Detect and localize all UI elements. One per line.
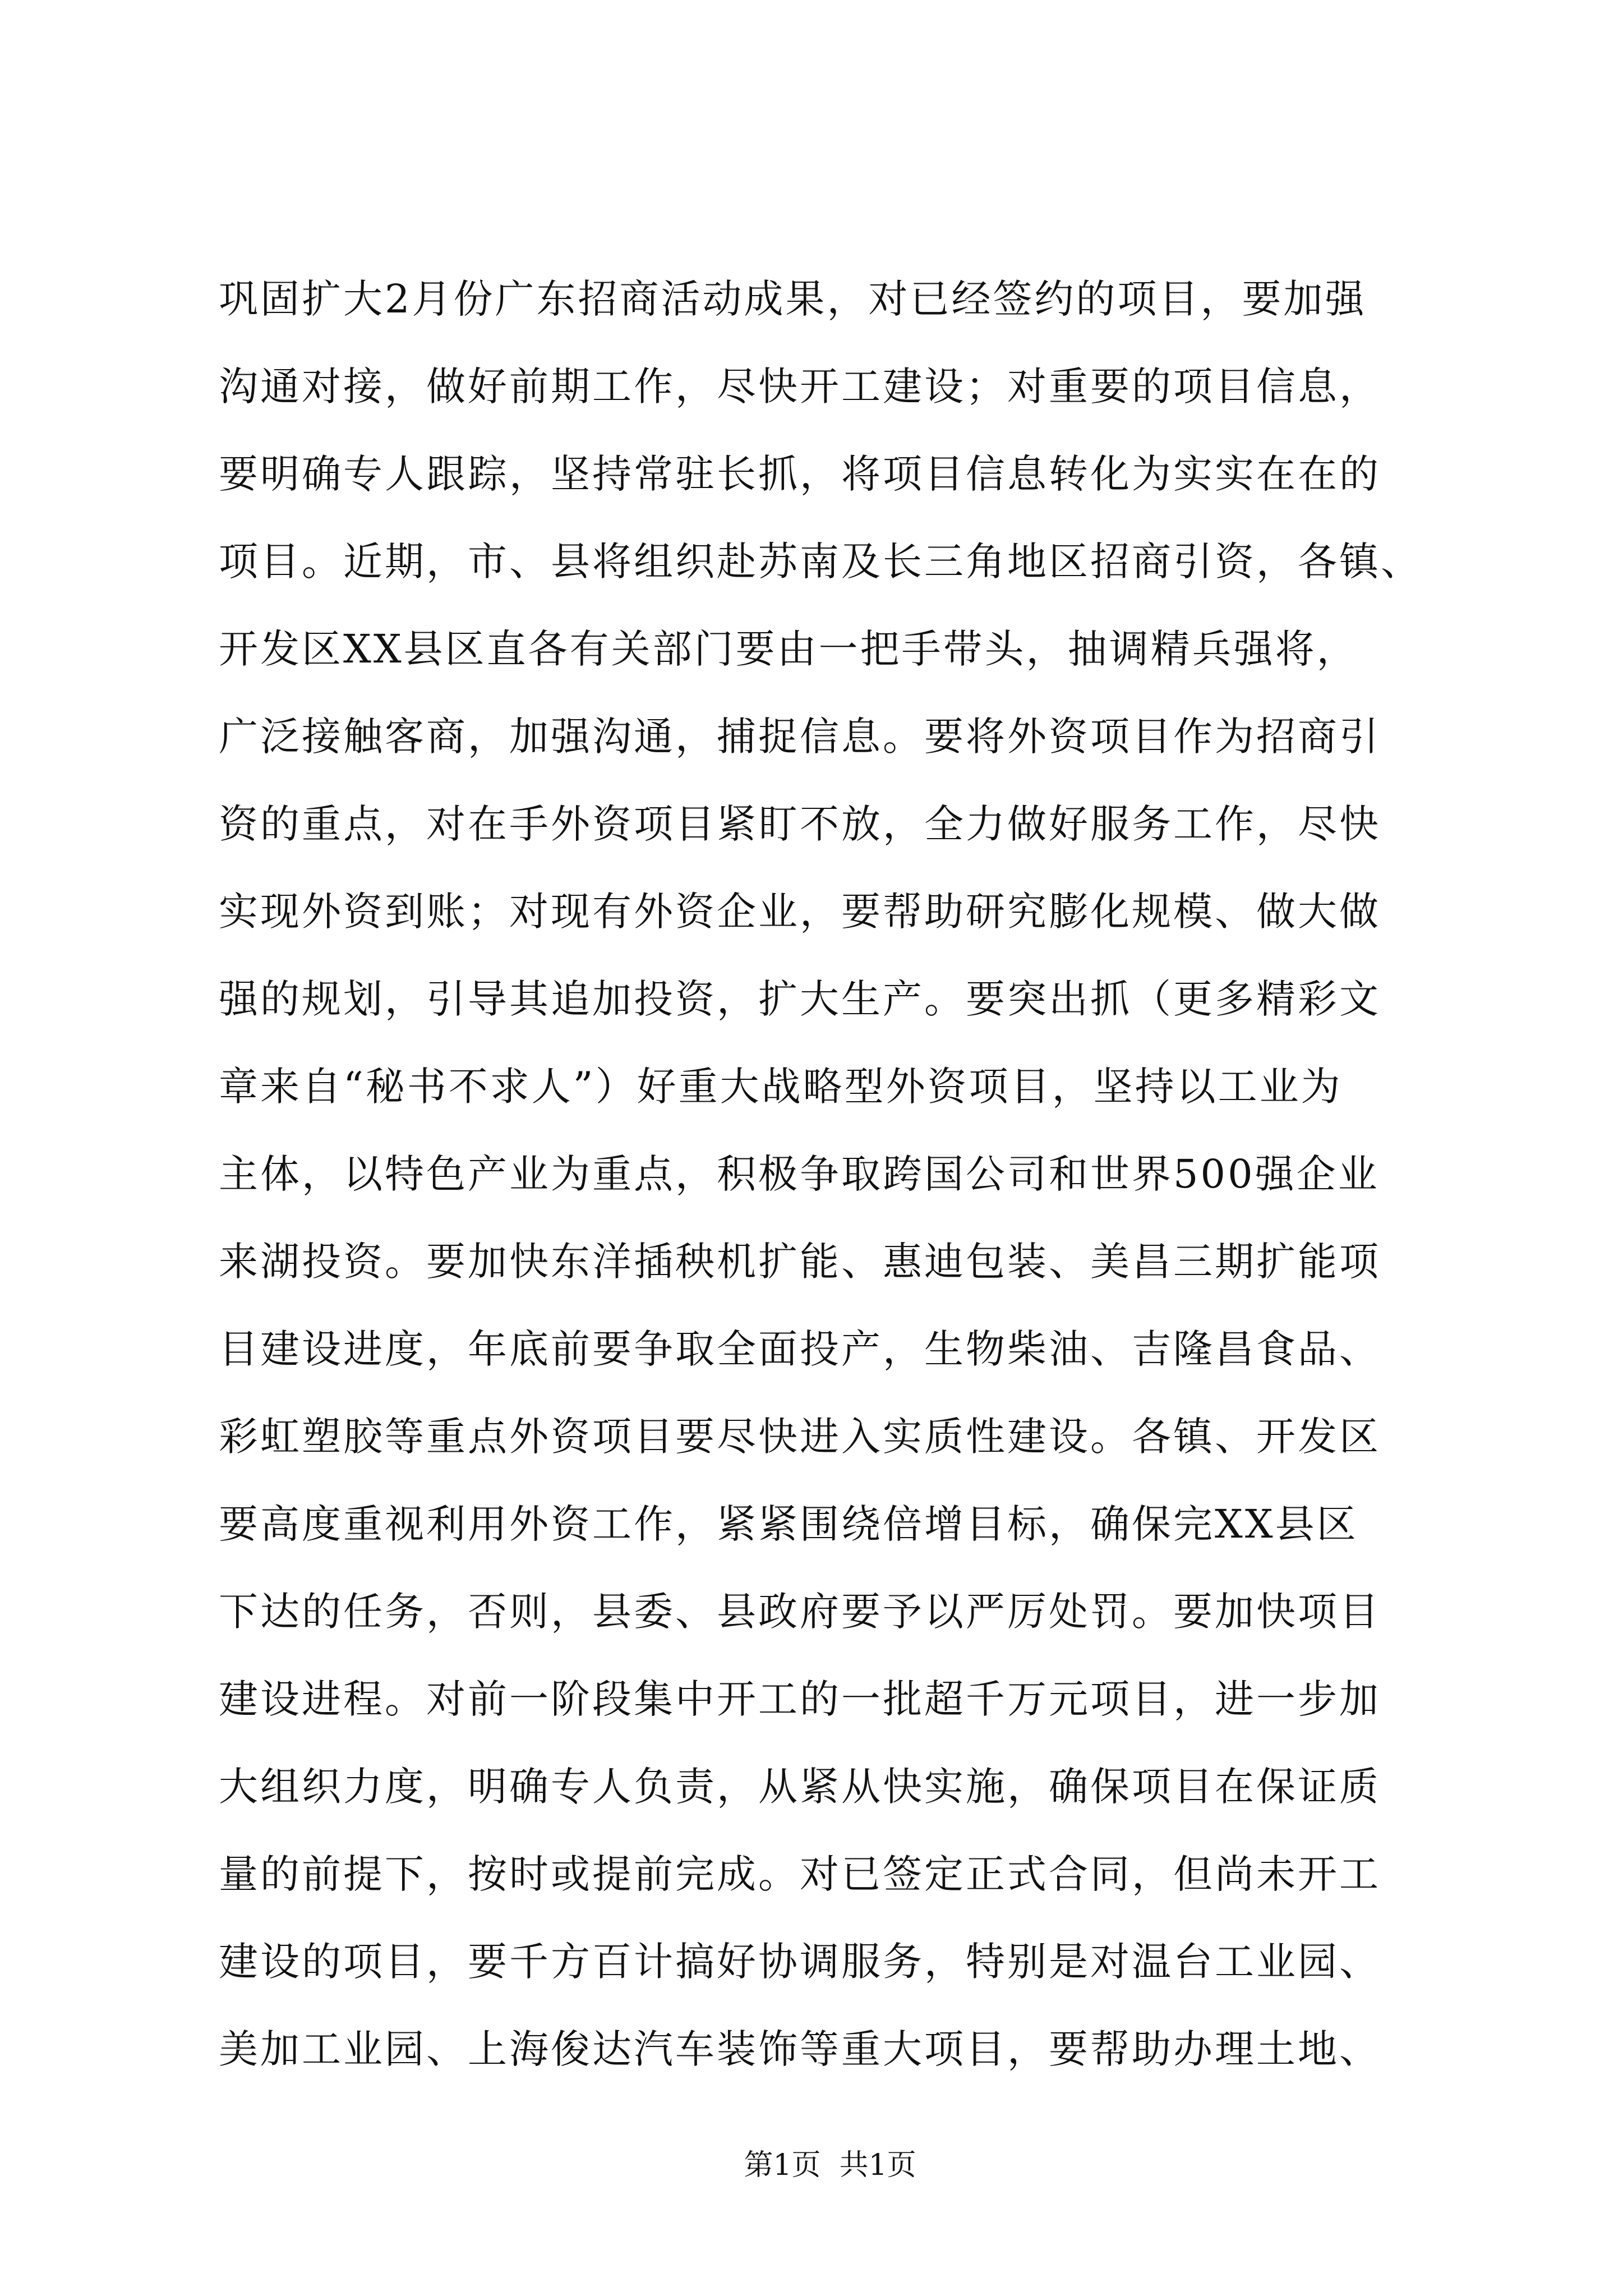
- text-line: 主体，以特色产业为重点，积极争取跨国公司和世界500强企业: [219, 1151, 1380, 1197]
- text-line: 广泛接触客商，加强沟通，捕捉信息。要将外资项目作为招商引: [219, 714, 1381, 760]
- text-line: 目建设进度，年底前要争取全面投产，生物柴油、吉隆昌食品、: [219, 1326, 1381, 1372]
- text-line: 下达的任务，否则，县委、县政府要予以严厉处罚。要加快项目: [219, 1589, 1381, 1635]
- text-line: 大组织力度，明确专人负责，从紧从快实施，确保项目在保证质: [219, 1764, 1381, 1810]
- text-line: 要高度重视利用外资工作，紧紧围绕倍增目标，确保完XX县区: [219, 1501, 1358, 1547]
- text-line: 项目。近期，市、县将组织赴苏南及长三角地区招商引资，各镇、: [219, 539, 1422, 585]
- text-line: 强的规划，引导其追加投资，扩大生产。要突出抓（更多精彩文: [219, 976, 1381, 1022]
- text-line: 实现外资到账；对现有外资企业，要帮助研究膨化规模、做大做: [219, 889, 1381, 935]
- body-text: [219, 255, 1424, 2093]
- text-line: 巩固扩大2月份广东招商活动成果，对已经签约的项目，要加强: [219, 276, 1367, 322]
- text-line: 要明确专人跟踪，坚持常驻长抓，将项目信息转化为实实在在的: [219, 451, 1381, 497]
- text-line: 量的前提下，按时或提前完成。对已签定正式合同，但尚未开工: [219, 1851, 1381, 1897]
- text-line: 建设的项目，要千方百计搞好协调服务，特别是对温台工业园、: [219, 1939, 1381, 1985]
- page-footer: [0, 2098, 1623, 2233]
- text-line: 来湖投资。要加快东洋插秧机扩能、惠迪包装、美昌三期扩能项: [219, 1239, 1381, 1285]
- text-line: 开发区XX县区直各有关部门要由一把手带头，抽调精兵强将，: [219, 626, 1358, 672]
- text-line: 沟通对接，做好前期工作，尽快开工建设；对重要的项目信息，: [219, 364, 1381, 409]
- text-line: 建设进程。对前一阶段集中开工的一批超千万元项目，进一步加: [219, 1676, 1381, 1722]
- page-indicator: 第1页 共1页: [744, 2148, 916, 2182]
- text-line: 美加工业园、上海俊达汽车装饰等重大项目，要帮助办理土地、: [219, 2026, 1381, 2072]
- text-line: 章来自“秘书不求人”）好重大战略型外资项目，坚持以工业为: [219, 1064, 1343, 1110]
- text-line: 彩虹塑胶等重点外资项目要尽快进入实质性建设。各镇、开发区: [219, 1414, 1381, 1460]
- text-line: 资的重点，对在手外资项目紧盯不放，全力做好服务工作，尽快: [219, 801, 1381, 847]
